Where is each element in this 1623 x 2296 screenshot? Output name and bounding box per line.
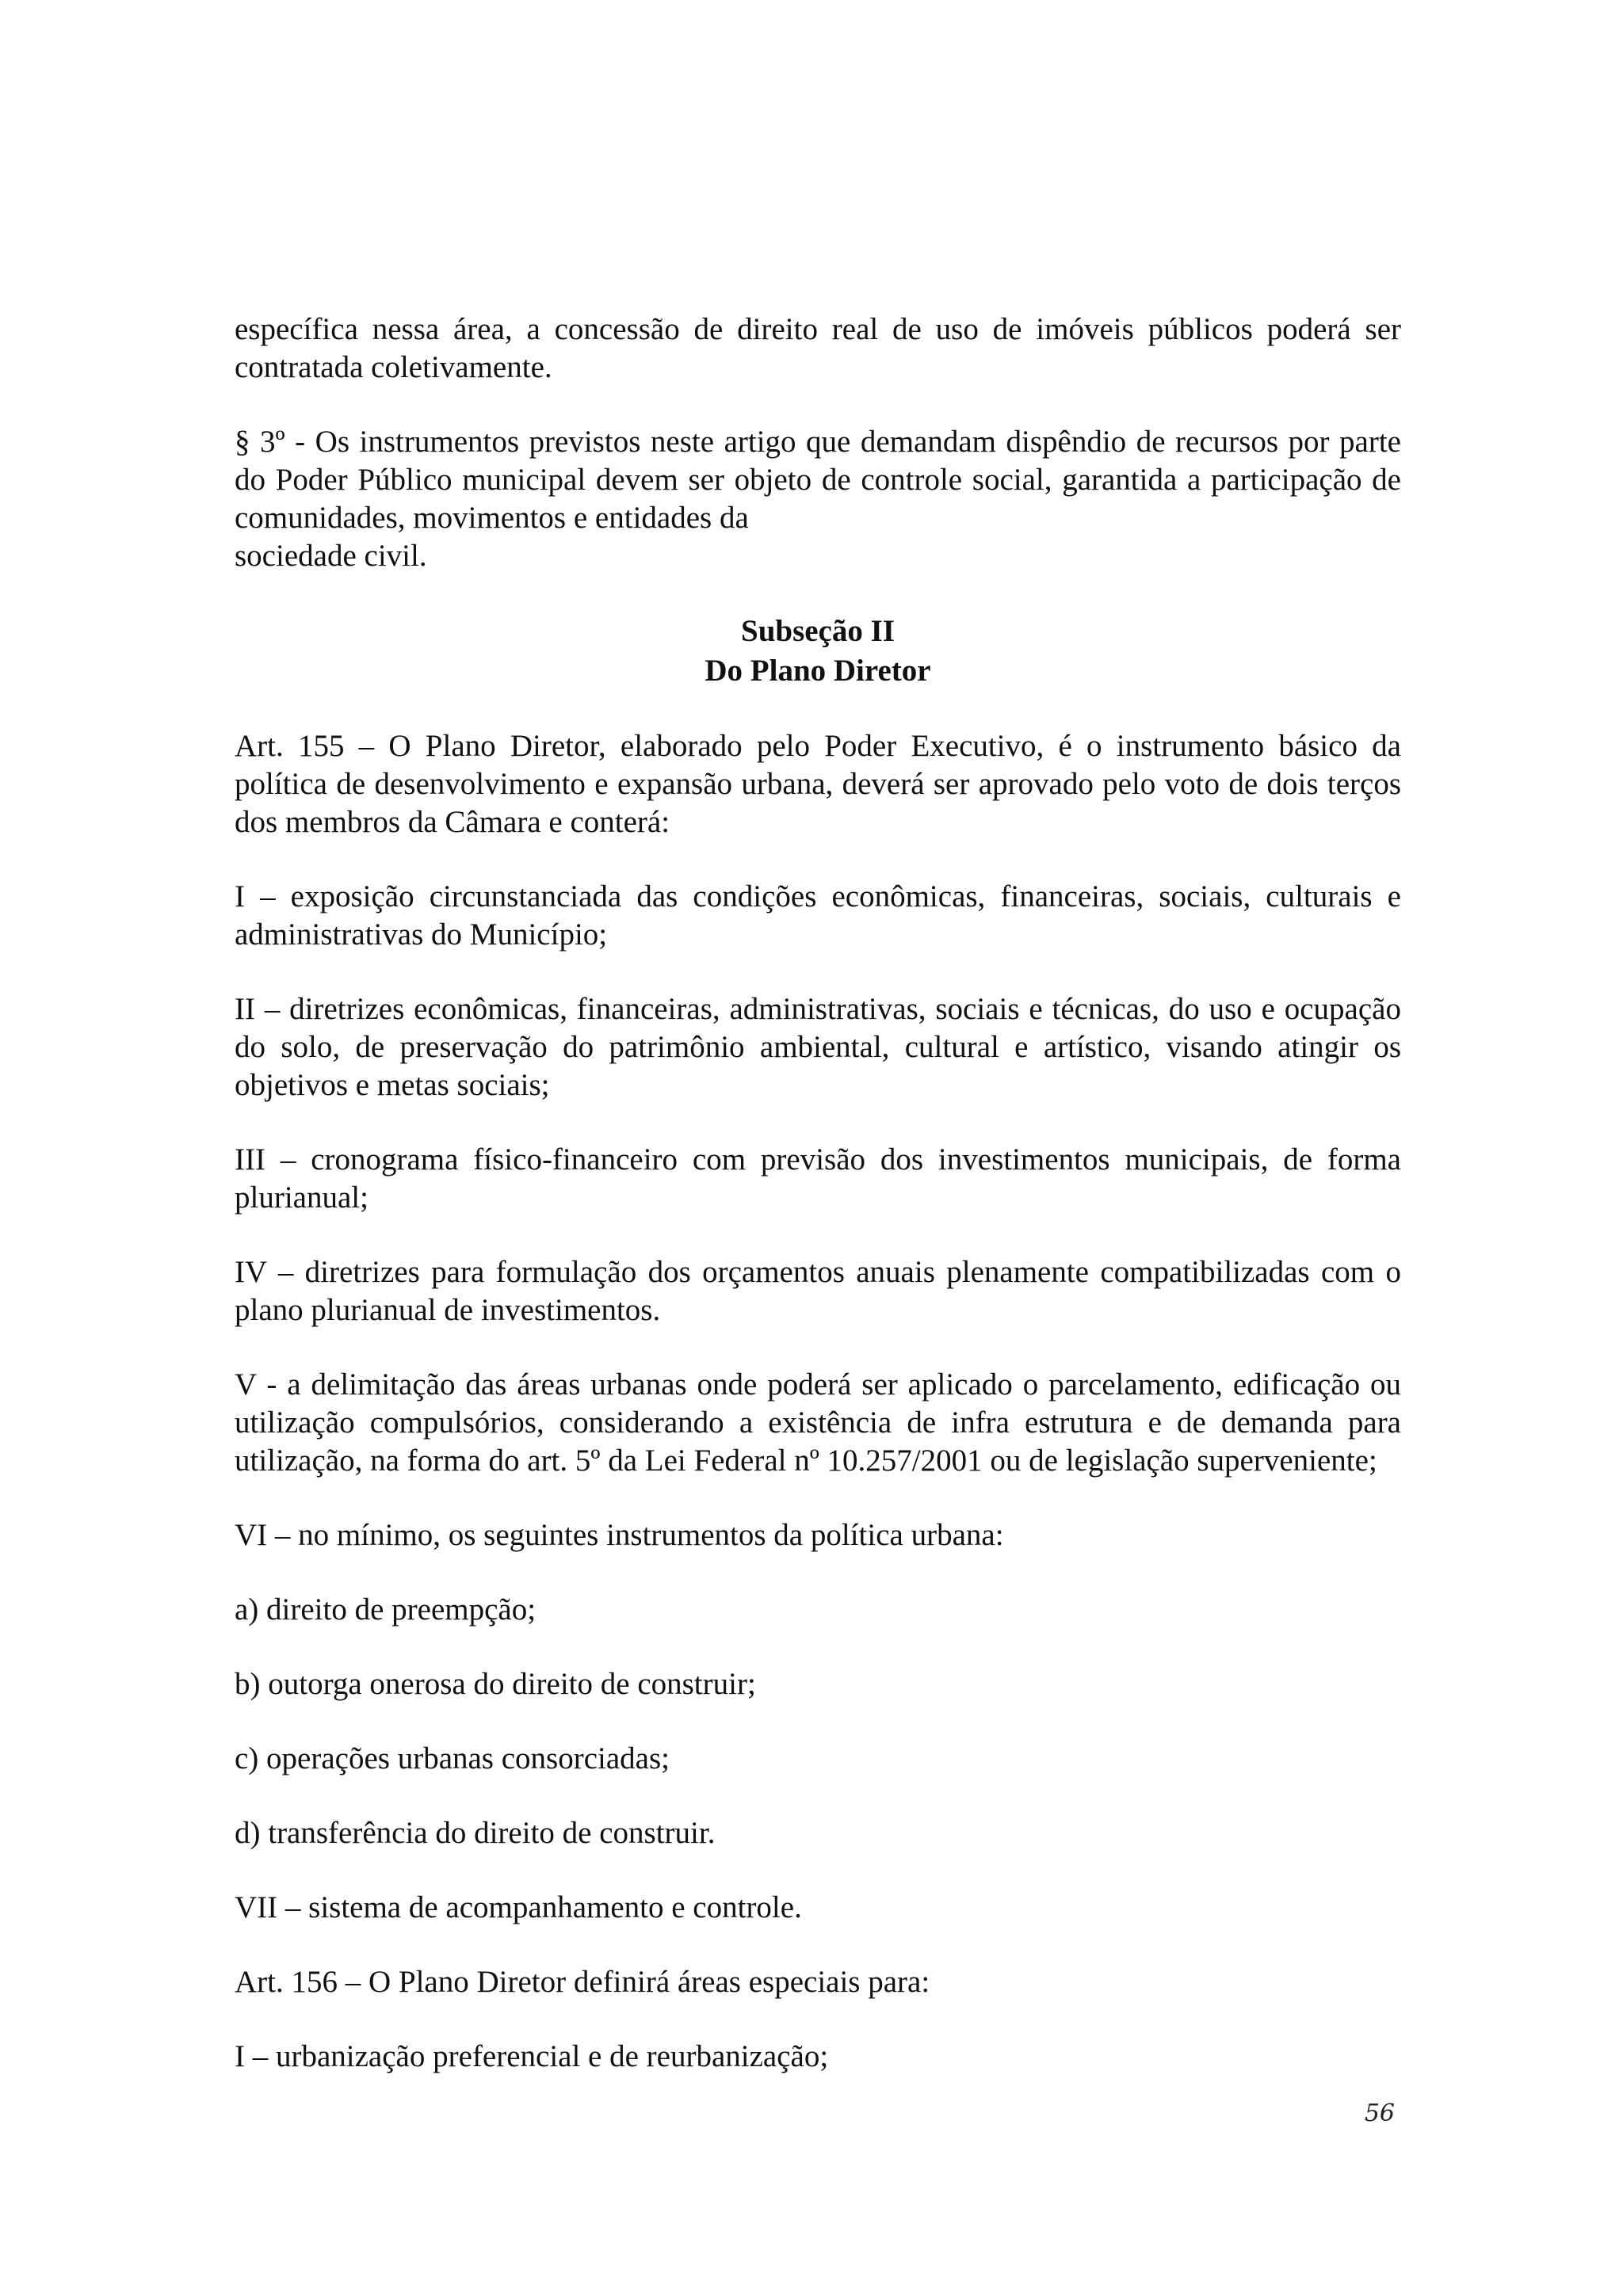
item-vii: VII – sistema de acompanhamento e controle. — [235, 1890, 802, 1924]
paragraph-section-3-tail: sociedade civil. — [235, 539, 427, 573]
subsection-heading — [235, 612, 1401, 691]
subitem-c: c) operações urbanas consorciadas; — [235, 1741, 670, 1775]
paragraph-continuation: específica nessa área, a concessão de direito real de uso de imóveis públicos poderá ser contratada coletivamente. — [235, 312, 1401, 384]
subitem-a: a) direito de preempção; — [235, 1592, 537, 1627]
item-ii: II – diretrizes econômicas, financeiras, administrativas, sociais e técnicas, do uso e ocupação do solo, de preservação do patrimônio ambiental, cultural e artístico, visando atingir os objetivos e metas sociais; — [235, 992, 1401, 1102]
article-155: Art. 155 – O Plano Diretor, elaborado pelo Poder Executivo, é o instrumento básico da política de desenvolvimento e expansão urbana, deverá ser aprovado pelo voto de dois terços dos membros da Câmara e conterá: — [235, 729, 1401, 839]
paragraph-section-3 — [235, 423, 1401, 575]
item-iv: IV – diretrizes para formulação dos orçamentos anuais plenamente compatibilizadas com o plano plurianual de investimentos. — [235, 1255, 1401, 1327]
subsection-title: Subseção II — [741, 614, 895, 648]
item-i: I – exposição circunstanciada das condições econômicas, financeiras, sociais, culturais e administrativas do Município; — [235, 879, 1401, 952]
page-number: 56 — [1364, 2100, 1395, 2127]
subsection-subtitle: Do Plano Diretor — [705, 654, 931, 688]
item-v: V - a delimitação das áreas urbanas onde poderá ser aplicado o parcelamento, edificação ou utilização compulsórios, considerando a existência de infra estrutura e de demanda para utilização, na forma do art. 5º da Lei Federal nº 10.257/2001 ou de legislação superveniente; — [235, 1367, 1401, 1478]
subitem-d: d) transferência do direito de construir. — [235, 1816, 716, 1850]
article-156: Art. 156 – O Plano Diretor definirá áreas especiais para: — [235, 1965, 930, 1999]
item-vi: VI – no mínimo, os seguintes instrumentos da política urbana: — [235, 1518, 1004, 1552]
paragraph-section-3-text: § 3º - Os instrumentos previstos neste artigo que demandam dispêndio de recursos por parte do Poder Público municipal devem ser objeto de controle social, garantida a participação de comunidades, movimentos e entidades da — [235, 425, 1401, 535]
article-156-item-i: I – urbanização preferencial e de reurbanização; — [235, 2039, 829, 2073]
subitem-b: b) outorga onerosa do direito de construir; — [235, 1667, 756, 1701]
document-body — [235, 311, 1401, 2112]
item-iii: III – cronograma físico-financeiro com previsão dos investimentos municipais, de forma plurianual; — [235, 1142, 1401, 1215]
